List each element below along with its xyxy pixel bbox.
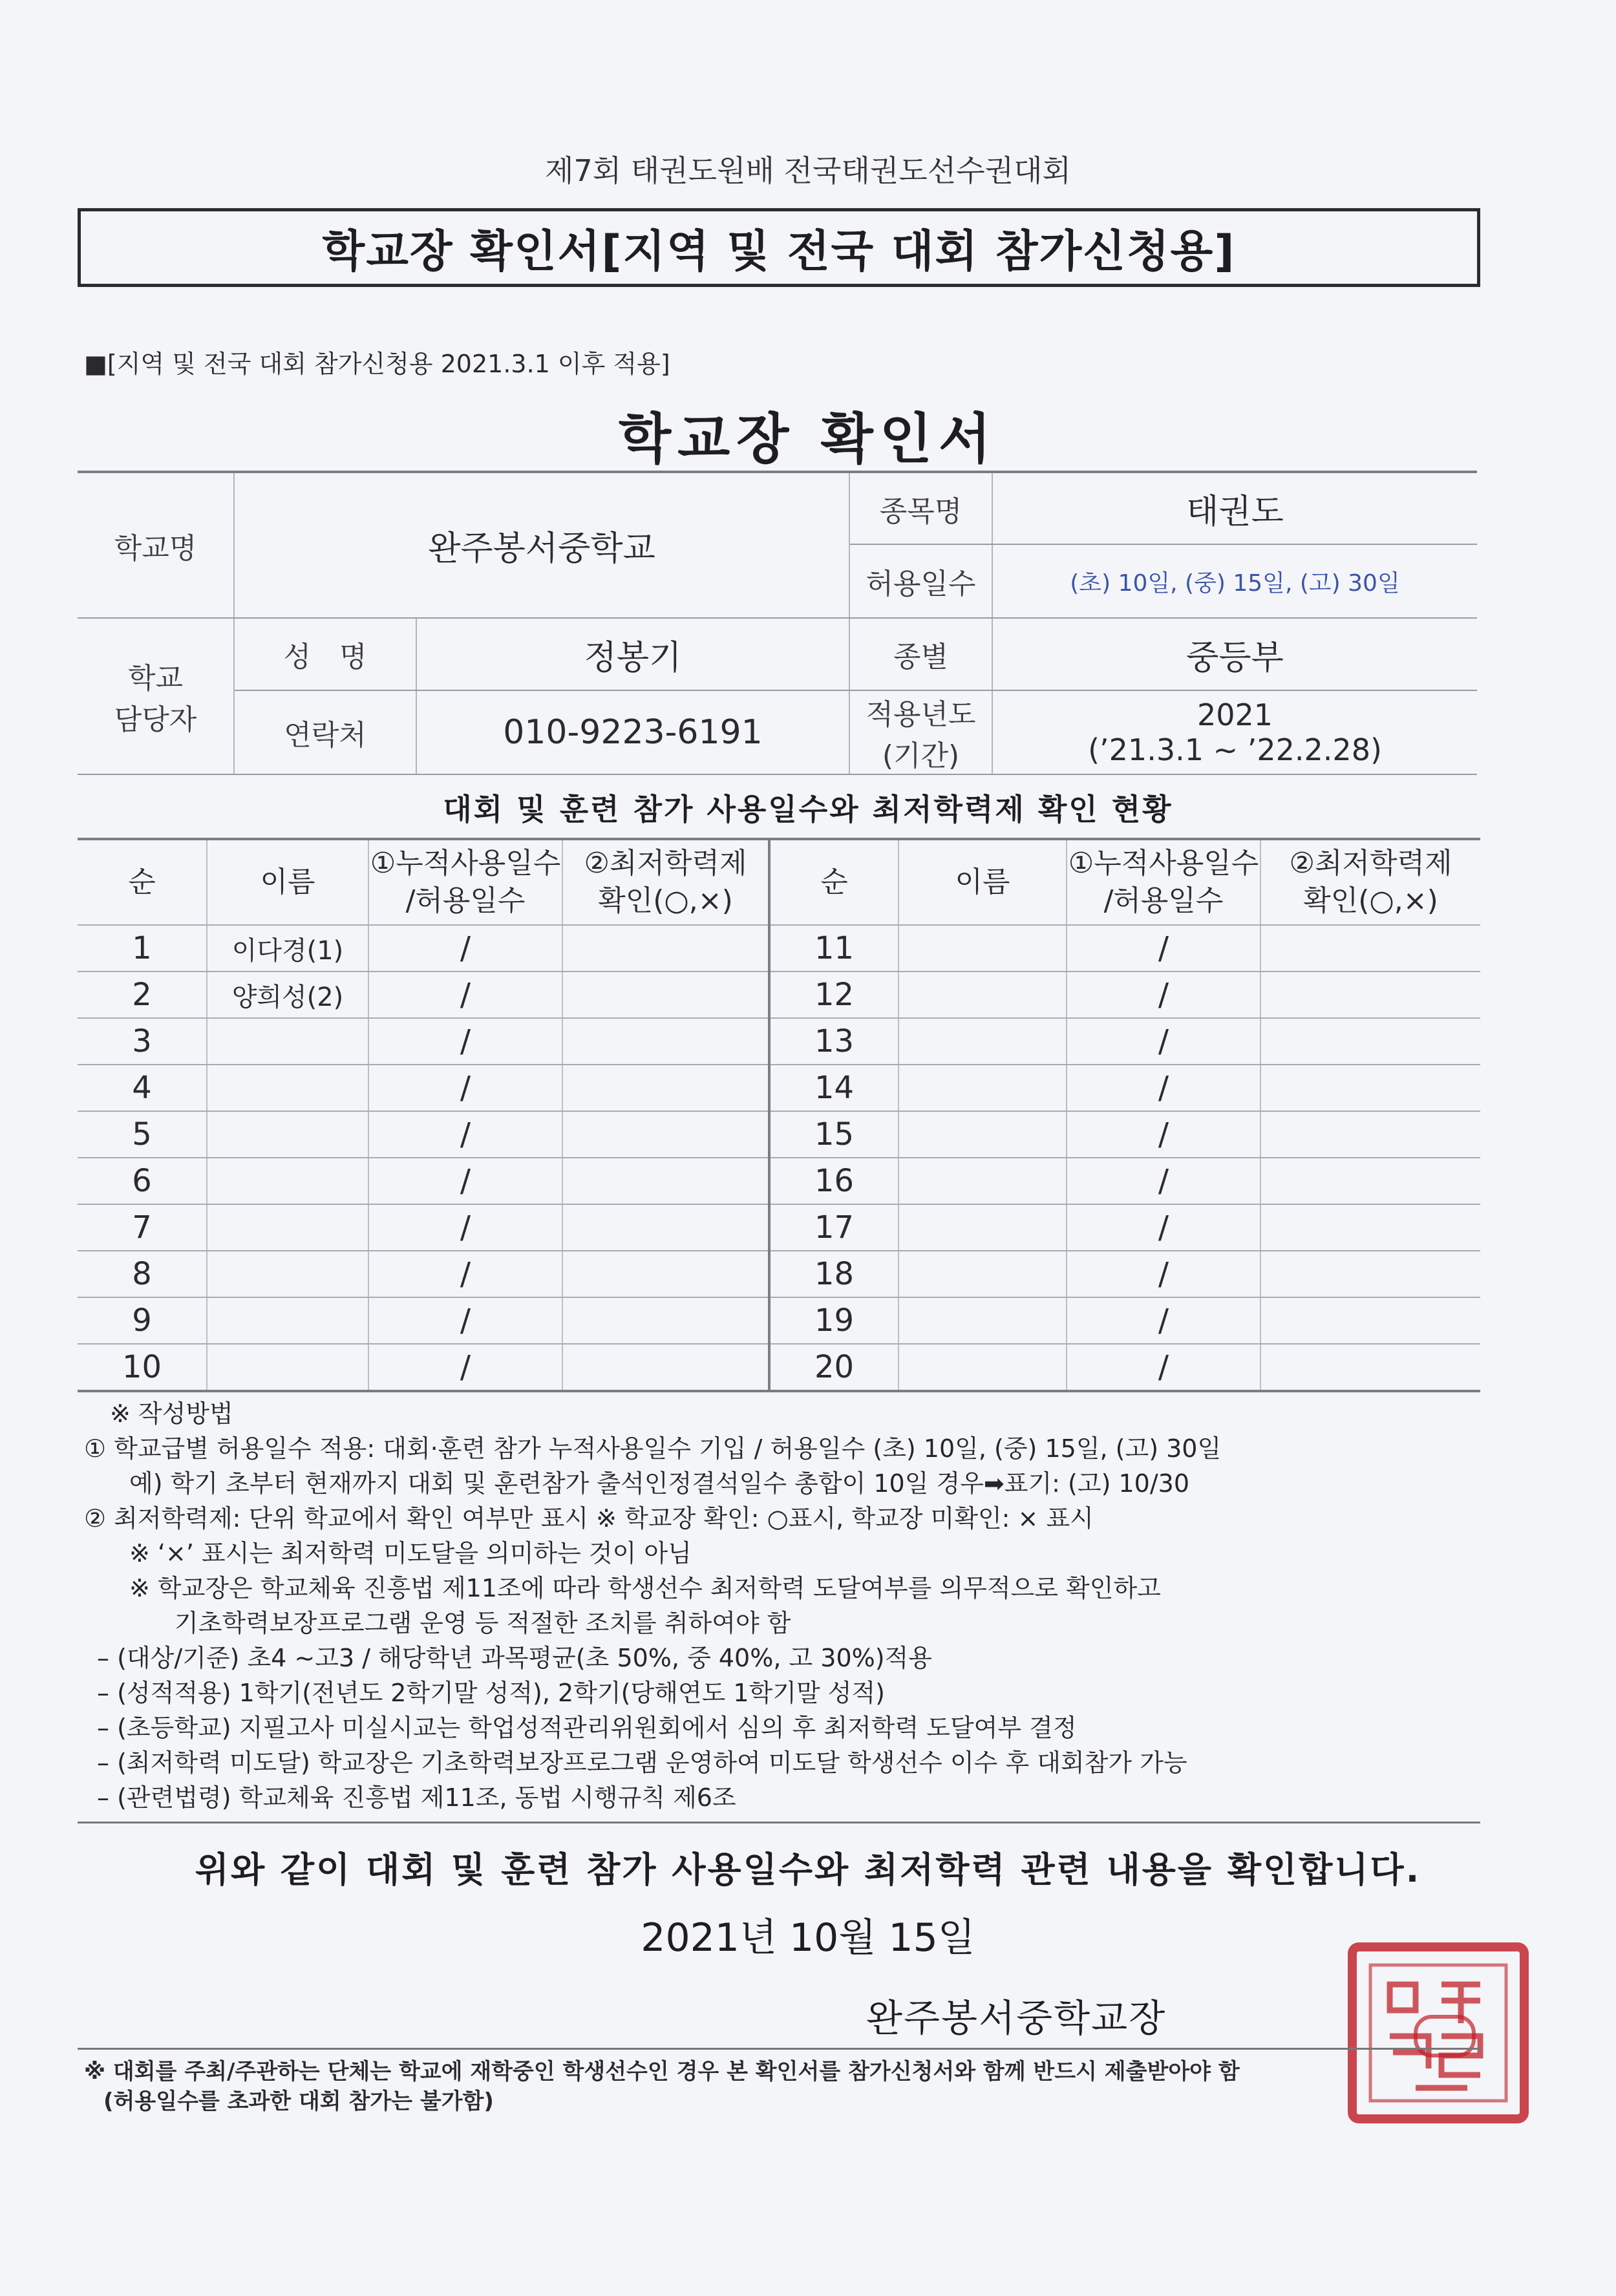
row-days: /: [368, 1111, 562, 1158]
table-row: [78, 1158, 1480, 1204]
row-days: /: [368, 972, 562, 1018]
usage-body: [78, 925, 1480, 1391]
table-row: [78, 1018, 1480, 1065]
year-value: [992, 690, 1477, 774]
instruction-line: – (최저학력 미도달) 학교장은 기초학력보장프로그램 운영하여 미도달 학생선수 이수 후 대회참가 가능: [97, 1749, 1187, 1777]
row-name: [207, 1018, 368, 1065]
footnote-line: (허용일수를 초과한 대회 참가는 불가함): [103, 2089, 494, 2114]
instruction-line: 기초학력보장프로그램 운영 등 적절한 조치를 취하여야 함: [175, 1609, 791, 1637]
year-period: (’21.3.1 ~ ’22.2.28): [1088, 732, 1382, 767]
header-academic-2: 확인(○,×): [598, 884, 733, 917]
row-academic-2: [1260, 1297, 1480, 1344]
row-name: 양희성(2): [207, 972, 368, 1018]
table-row: [78, 1065, 1480, 1111]
competition-title: 제7회 태권도원배 전국태권도선수권대회: [545, 153, 1071, 188]
header-no: 순: [78, 839, 207, 925]
phone-label: 연락처: [234, 690, 416, 774]
table-row: [78, 1204, 1480, 1251]
row-academic-2: [1260, 1065, 1480, 1111]
applies-note: ■[지역 및 전국 대회 참가신청용 2021.3.1 이후 적용]: [84, 350, 670, 378]
row-name-2: [898, 1251, 1067, 1297]
row-academic-2: [1260, 1018, 1480, 1065]
instruction-line: ※ 학교장은 학교체육 진흥법 제11조에 따라 학생선수 최저학력 도달여부를 의무적으로 확인하고: [129, 1574, 1161, 1602]
row-days: /: [368, 1251, 562, 1297]
row-days: /: [368, 1344, 562, 1391]
footnote: [84, 2057, 1429, 2116]
row-no: 6: [78, 1158, 207, 1204]
division-label: 종별: [849, 618, 992, 690]
row-days-2: /: [1067, 1158, 1260, 1204]
header-days-1b: ①누적사용일수: [1068, 847, 1259, 880]
contact-group-label-2: 담당자: [114, 703, 197, 736]
row-academic-2: [1260, 1344, 1480, 1391]
row-academic: [562, 1344, 769, 1391]
school-label: 학교명: [78, 472, 234, 618]
instructions: [84, 1396, 1493, 1815]
section-title: 대회 및 훈련 참가 사용일수와 최저학력제 확인 현황: [443, 792, 1173, 827]
row-no-2: 19: [769, 1297, 898, 1344]
row-days: /: [368, 1204, 562, 1251]
row-name-2: [898, 1018, 1067, 1065]
row-academic: [562, 1251, 769, 1297]
boxed-title: 학교장 확인서[지역 및 전국 대회 참가신청용]: [78, 208, 1480, 287]
instruction-line: 예) 학기 초부터 현재까지 대회 및 훈련참가 출석인정결석일수 총합이 10일 경우➡표기: (고) 10/30: [129, 1469, 1190, 1498]
header-academic-1: ②최저학력제: [584, 847, 747, 880]
row-academic-2: [1260, 925, 1480, 972]
row-no: 8: [78, 1251, 207, 1297]
instruction-line: ① 학교급별 허용일수 적용: 대회·훈련 참가 누적사용일수 기입 / 허용일수 (초) 10일, (중) 15일, (고) 30일: [84, 1434, 1222, 1463]
sport-label: 종목명: [849, 472, 992, 544]
allowed-days-value: (초) 10일, (중) 15일, (고) 30일: [992, 544, 1477, 618]
table-row: [78, 1297, 1480, 1344]
row-no: 2: [78, 972, 207, 1018]
header-days-1: ①누적사용일수: [370, 847, 561, 880]
row-days-2: /: [1067, 1065, 1260, 1111]
row-no: 4: [78, 1065, 207, 1111]
row-name-2: [898, 1158, 1067, 1204]
row-name-2: [898, 1297, 1067, 1344]
contact-name: 정봉기: [416, 618, 849, 690]
confirmation-statement: 위와 같이 대회 및 훈련 참가 사용일수와 최저학력 관련 내용을 확인합니다.: [195, 1849, 1421, 1890]
row-days-2: /: [1067, 1251, 1260, 1297]
row-academic-2: [1260, 1251, 1480, 1297]
row-no: 7: [78, 1204, 207, 1251]
row-days: /: [368, 1158, 562, 1204]
row-academic-2: [1260, 1158, 1480, 1204]
row-name-2: [898, 1065, 1067, 1111]
row-days-2: /: [1067, 1297, 1260, 1344]
row-no-2: 15: [769, 1111, 898, 1158]
row-no-2: 13: [769, 1018, 898, 1065]
divider: [78, 1822, 1480, 1823]
divider: [78, 2048, 1480, 2050]
row-academic: [562, 1204, 769, 1251]
header-name-2: 이름: [898, 839, 1067, 925]
table-row: [78, 972, 1480, 1018]
row-no: 1: [78, 925, 207, 972]
division-value: 중등부: [992, 618, 1477, 690]
row-no-2: 11: [769, 925, 898, 972]
year-label-1: 적용년도: [866, 698, 976, 731]
row-days: /: [368, 1297, 562, 1344]
principal-name: 완주봉서중학교장: [866, 1996, 1167, 2040]
row-days: /: [368, 1065, 562, 1111]
row-no-2: 12: [769, 972, 898, 1018]
row-academic-2: [1260, 972, 1480, 1018]
row-days: /: [368, 1018, 562, 1065]
table-row: [78, 1251, 1480, 1297]
header-days-2col: [1067, 839, 1260, 925]
row-no-2: 18: [769, 1251, 898, 1297]
row-no: 9: [78, 1297, 207, 1344]
row-days-2: /: [1067, 1204, 1260, 1251]
row-name: [207, 1204, 368, 1251]
row-no-2: 17: [769, 1204, 898, 1251]
row-name: [207, 1297, 368, 1344]
table-row: [78, 1344, 1480, 1391]
header-academic: [562, 839, 769, 925]
header-academic-2b: 확인(○,×): [1303, 884, 1438, 917]
header-academic-2col: [1260, 839, 1480, 925]
instruction-heading: ※ 작성방법: [110, 1399, 233, 1428]
row-no: 10: [78, 1344, 207, 1391]
school-name: 완주봉서중학교: [234, 472, 849, 618]
row-academic-2: [1260, 1111, 1480, 1158]
row-academic-2: [1260, 1204, 1480, 1251]
table-row: [78, 925, 1480, 972]
row-academic: [562, 1297, 769, 1344]
header-days-2: /허용일수: [405, 884, 526, 917]
row-no-2: 14: [769, 1065, 898, 1111]
header-days-2b: /허용일수: [1103, 884, 1224, 917]
row-days: /: [368, 925, 562, 972]
header-no-2: 순: [769, 839, 898, 925]
row-name-2: [898, 972, 1067, 1018]
row-no-2: 20: [769, 1344, 898, 1391]
instruction-line: – (대상/기준) 초4 ~고3 / 해당학년 과목평균(초 50%, 중 40%, 고 30%)적용: [97, 1644, 932, 1672]
row-no: 3: [78, 1018, 207, 1065]
row-academic: [562, 925, 769, 972]
row-name: [207, 1158, 368, 1204]
row-name-2: [898, 925, 1067, 972]
info-table: [78, 471, 1477, 775]
instruction-line: – (초등학교) 지필고사 미실시교는 학업성적관리위원회에서 심의 후 최저학력 도달여부 결정: [97, 1714, 1077, 1742]
row-days-2: /: [1067, 1018, 1260, 1065]
year: 2021: [1196, 697, 1273, 732]
row-name: [207, 1251, 368, 1297]
row-no-2: 16: [769, 1158, 898, 1204]
year-label-2: (기간): [882, 739, 960, 772]
row-name: [207, 1111, 368, 1158]
row-name: [207, 1344, 368, 1391]
row-name-2: [898, 1204, 1067, 1251]
row-days-2: /: [1067, 1111, 1260, 1158]
row-name: [207, 1065, 368, 1111]
main-title: 학교장 확인서: [618, 407, 998, 471]
header-academic-1b: ②최저학력제: [1289, 847, 1452, 880]
contact-group-label: [78, 618, 234, 774]
row-days-2: /: [1067, 1344, 1260, 1391]
usage-table: [78, 838, 1480, 1392]
row-days-2: /: [1067, 972, 1260, 1018]
row-no: 5: [78, 1111, 207, 1158]
contact-group-label-1: 학교: [127, 662, 183, 695]
name-label: 성 명: [234, 618, 416, 690]
sport-value: 태권도: [992, 472, 1477, 544]
row-name: 이다경(1): [207, 925, 368, 972]
table-row: [78, 1111, 1480, 1158]
instruction-line: ② 최저학력제: 단위 학교에서 확인 여부만 표시 ※ 학교장 확인: ○표시, 학교장 미확인: × 표시: [84, 1504, 1094, 1533]
document-date: 2021년 10월 15일: [641, 1915, 975, 1961]
row-academic: [562, 1158, 769, 1204]
row-academic: [562, 1111, 769, 1158]
phone-value: 010-9223-6191: [416, 690, 849, 774]
instruction-line: – (성적적용) 1학기(전년도 2학기말 성적), 2학기(당해연도 1학기말 성적): [97, 1679, 885, 1707]
instruction-line: ※ ‘×’ 표시는 최저학력 미도달을 의미하는 것이 아님: [129, 1539, 692, 1568]
allowed-days-label: 허용일수: [849, 544, 992, 618]
row-name-2: [898, 1111, 1067, 1158]
row-days-2: /: [1067, 925, 1260, 972]
header-name: 이름: [207, 839, 368, 925]
row-academic: [562, 1018, 769, 1065]
footnote-line: ※ 대회를 주최/주관하는 단체는 학교에 재학중인 학생선수인 경우 본 확인서를 참가신청서와 함께 반드시 제출받아야 함: [84, 2059, 1240, 2085]
year-label: [849, 690, 992, 774]
row-academic: [562, 1065, 769, 1111]
row-name-2: [898, 1344, 1067, 1391]
instruction-line: – (관련법령) 학교체육 진흥법 제11조, 동법 시행규칙 제6조: [97, 1783, 736, 1812]
row-academic: [562, 972, 769, 1018]
header-days: [368, 839, 562, 925]
